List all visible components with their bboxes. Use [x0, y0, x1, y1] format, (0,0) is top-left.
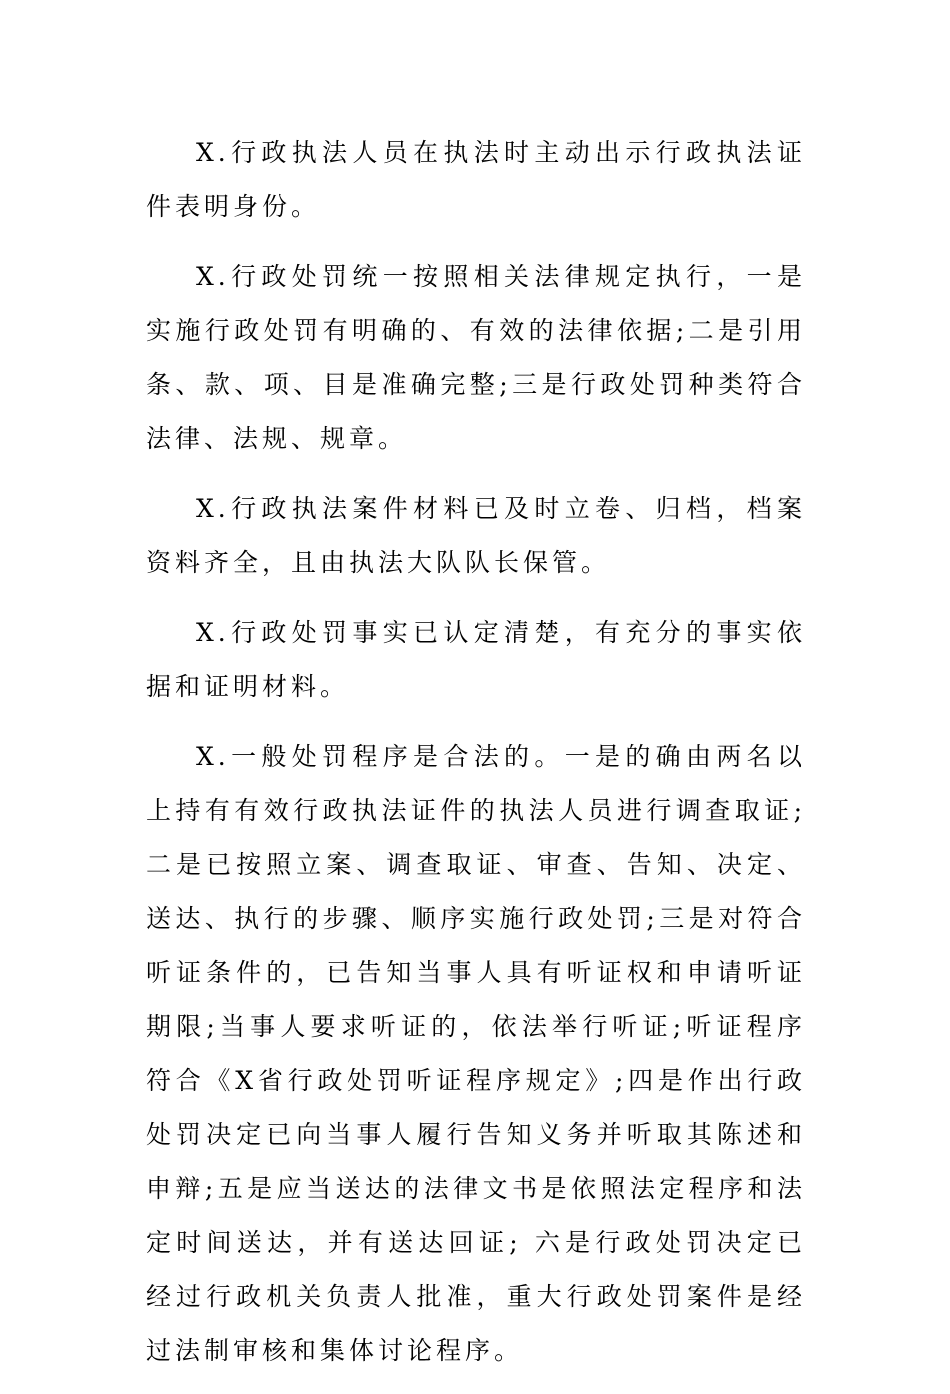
paragraph-procedure: X.一般处罚程序是合法的。一是的确由两名以上持有有效行政执法证件的执法人员进行调查取证;二是已按照立案、调查取证、审查、告知、决定、送达、执行的步骤、顺序实施行政处罚;三是对符合听证条件的，已告知当事人具有听证权和申请听证期限;当事人要求听证的，依法举行听证;听证程序符合《X省行政处罚听证程序规定》;四是作出行政处罚决定已向当事人履行告知义务并听取其陈述和申辩;五是应当送达的法律文书是依照法定程序和法定时间送达，并有送达回证; 六是行政处罚决定已经过行政机关负责人批准，重大行政处罚案件是经过法制审核和集体讨论程序。	[146, 742, 806, 1365]
paragraph-penalty-law: X.行政处罚统一按照相关法律规定执行，一是实施行政处罚有明确的、有效的法律依据;二是引用条、款、项、目是准确完整;三是行政处罚种类符合法律、法规、规章。	[146, 262, 806, 453]
paragraph-identity: X.行政执法人员在执法时主动出示行政执法证件表明身份。	[146, 138, 806, 221]
paragraph-case-files: X.行政执法案件材料已及时立卷、归档，档案资料齐全，且由执法大队队长保管。	[146, 494, 806, 577]
document-body	[146, 126, 806, 1394]
paragraph-facts: X.行政处罚事实已认定清楚，有充分的事实依据和证明材料。	[146, 618, 806, 701]
